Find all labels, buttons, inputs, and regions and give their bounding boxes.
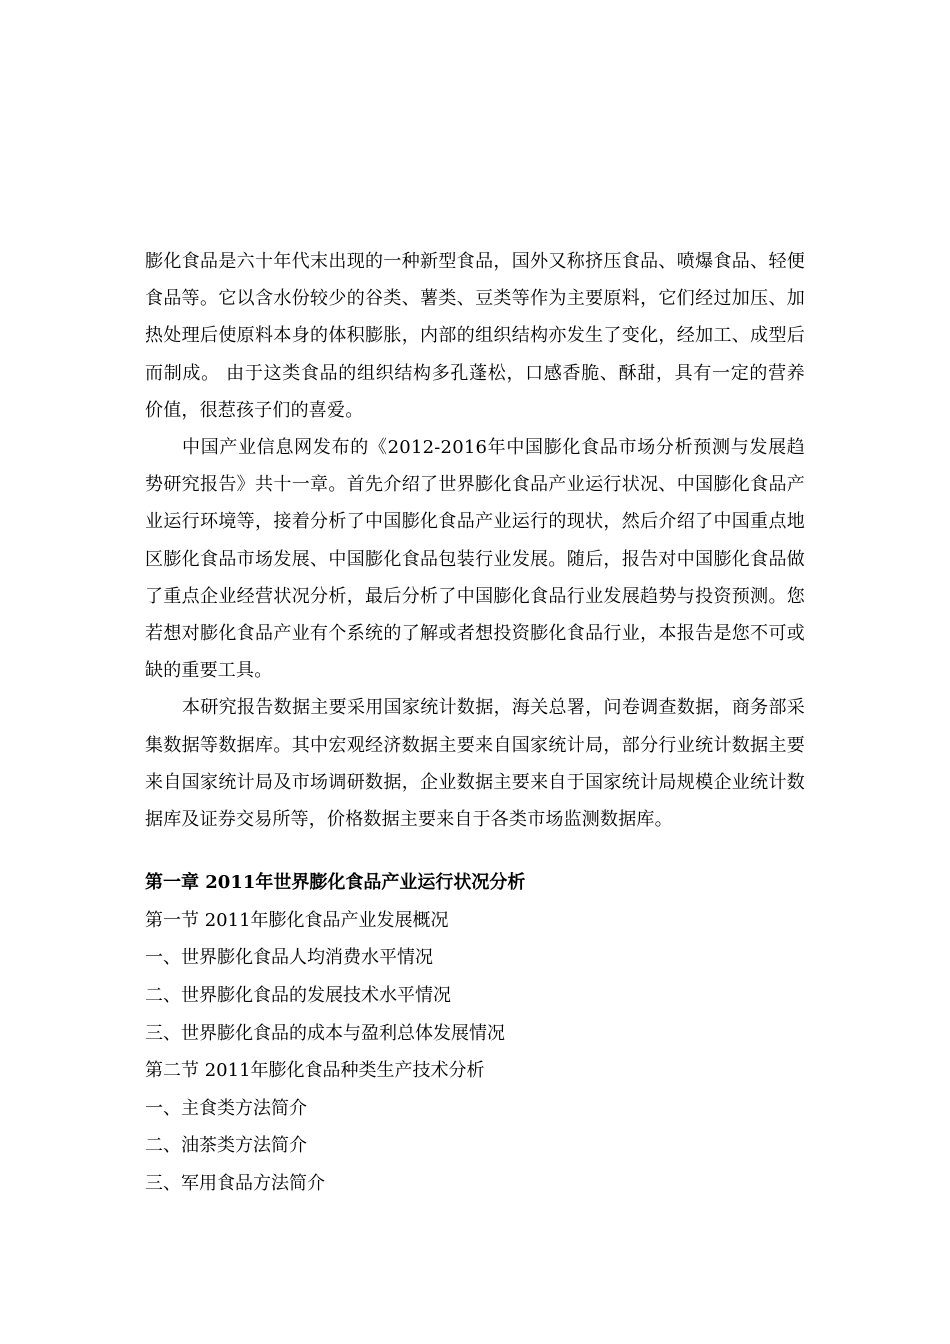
chapter-heading: 第一章 2011年世界膨化食品产业运行状况分析 (145, 872, 526, 894)
intro-paragraph-2: 中国产业信息网发布的《2012-2016年中国膨化食品市场分析预测与发展趋势研究报告》共十一章。首先介绍了世界膨化食品产业运行状况、中国膨化食品产业运行环境等，接着分析了中国膨化食品产业运行的现状，然后介绍了中国重点地区膨化食品市场发展、中国膨化食品包装行业发展。随后，报告对中国膨化食品做了重点企业经营状况分析，最后分析了中国膨化食品行业发展趋势与投资预测。您若想对膨化食品产业有个系统的了解或者想投资膨化食品行业，本报告是您不可或缺的重要工具。 (145, 437, 805, 682)
toc-item: 二、世界膨化食品的发展技术水平情况 (145, 985, 451, 1007)
table-of-contents (145, 864, 805, 1202)
document-page (145, 243, 805, 1203)
toc-item: 一、主食类方法简介 (145, 1097, 307, 1119)
toc-item: 三、军用食品方法简介 (145, 1173, 325, 1194)
intro-paragraph-3: 本研究报告数据主要采用国家统计数据，海关总署，问卷调查数据，商务部采集数据等数据库。其中宏观经济数据主要来自国家统计局，部分行业统计数据主要来自国家统计局及市场调研数据，企业数据主要来自于国家统计局规模企业统计数据库及证券交易所等，价格数据主要来自于各类市场监测数据库。 (145, 697, 805, 831)
section-heading: 第二节 2011年膨化食品种类生产技术分析 (145, 1060, 485, 1082)
section-heading: 第一节 2011年膨化食品产业发展概况 (145, 909, 449, 931)
intro-paragraph-1: 膨化食品是六十年代末出现的一种新型食品，国外又称挤压食品、喷爆食品、轻便食品等。它以含水份较少的谷类、薯类、豆类等作为主要原料，它们经过加压、加热处理后使原料本身的体积膨胀，内部的组织结构亦发生了变化，经加工、成型后而制成。 由于这类食品的组织结构多孔蓬松，口感香脆、酥甜，具有一定的营养价值，很惹孩子们的喜爱。 (145, 251, 805, 421)
toc-item: 二、油茶类方法简介 (145, 1135, 307, 1157)
toc-item: 三、世界膨化食品的成本与盈利总体发展情况 (145, 1022, 505, 1044)
toc-item: 一、世界膨化食品人均消费水平情况 (145, 947, 433, 969)
